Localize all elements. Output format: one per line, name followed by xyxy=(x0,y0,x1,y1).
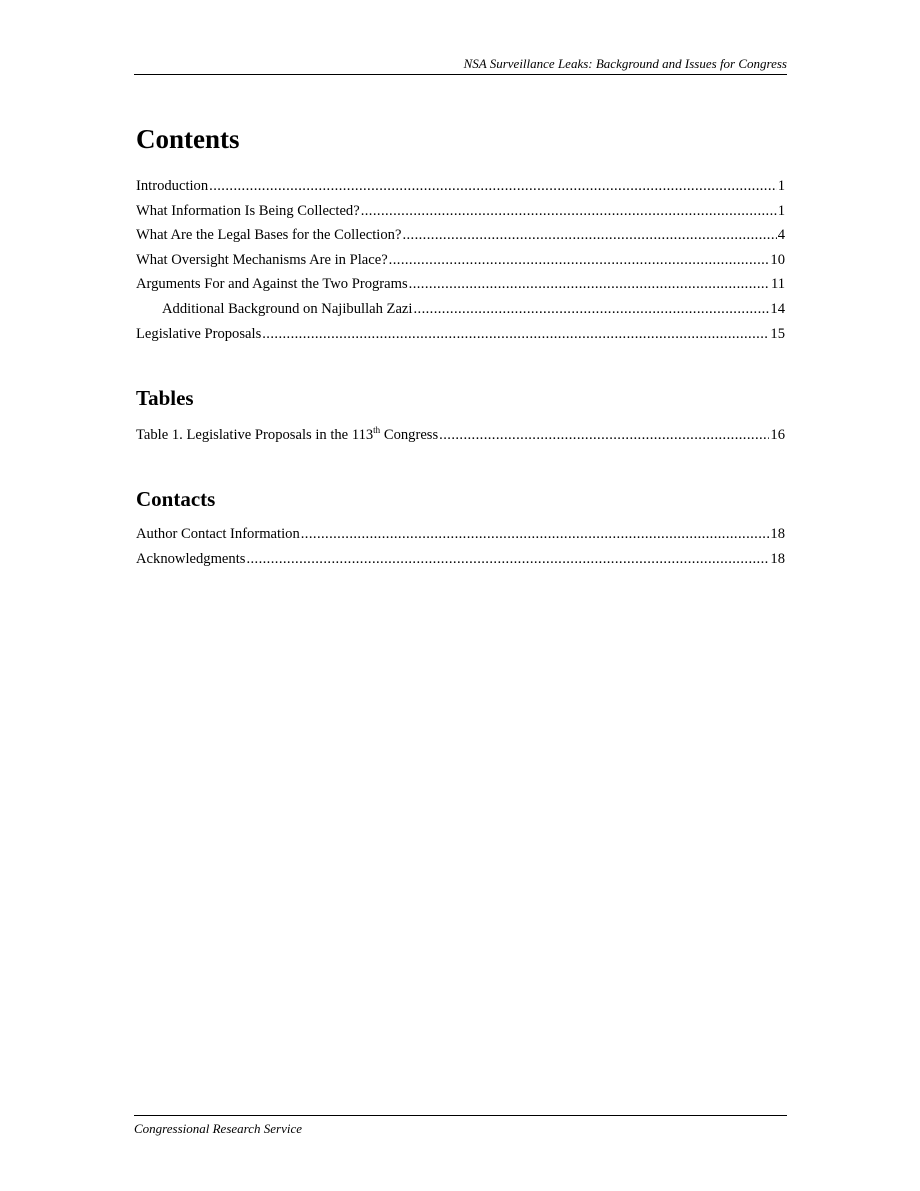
toc-leader-dots xyxy=(361,199,777,224)
toc-entry-title-suffix: Congress xyxy=(380,427,439,443)
toc-entry-title: Acknowledgments xyxy=(136,550,246,567)
toc-entry-page: 4 xyxy=(777,227,785,244)
tables-list xyxy=(136,423,785,448)
toc-entry-page: 1 xyxy=(777,178,785,194)
contents-heading: Contents xyxy=(136,124,240,154)
toc-entry-arguments[interactable] xyxy=(136,272,785,297)
toc-leader-dots xyxy=(413,297,769,322)
toc-entry-title: Additional Background on Najibullah Zazi xyxy=(162,300,413,317)
toc-leader-dots xyxy=(439,423,769,448)
toc-entry-page: 10 xyxy=(770,251,785,268)
toc-leader-dots xyxy=(389,248,770,273)
toc-entry-information-collected[interactable] xyxy=(136,199,785,224)
page-footer xyxy=(134,1115,787,1137)
toc-entry-title: Arguments For and Against the Two Programs xyxy=(136,276,408,293)
toc-entry-title-prefix: Table 1. Legislative Proposals in the 113 xyxy=(136,427,374,443)
toc-entry-title: What Oversight Mechanisms Are in Place? xyxy=(136,251,388,268)
toc-entry-title-superscript: th xyxy=(373,425,381,436)
toc-entry-page: 16 xyxy=(770,427,785,443)
running-header-title: NSA Surveillance Leaks: Background and Issues for Congress xyxy=(463,56,787,71)
toc-entry-introduction[interactable] xyxy=(136,174,785,199)
toc-entry-title: Author Contact Information xyxy=(136,526,300,542)
toc-entry-zazi-background[interactable] xyxy=(136,297,785,322)
toc-entry-page: 11 xyxy=(770,276,785,293)
toc-entry-title: What Are the Legal Bases for the Collection? xyxy=(136,227,402,244)
toc-entry-page: 15 xyxy=(770,325,785,342)
toc-entry-author-contact[interactable] xyxy=(136,522,785,547)
toc-entry-page: 18 xyxy=(770,550,785,567)
toc-entry-title xyxy=(136,423,438,448)
toc-leader-dots xyxy=(262,322,769,347)
toc-entry-table-1[interactable] xyxy=(136,423,785,448)
toc-entry-page: 14 xyxy=(770,300,785,317)
contacts-heading: Contacts xyxy=(136,487,216,511)
toc-entry-title: What Information Is Being Collected? xyxy=(136,202,360,219)
footer-text: Congressional Research Service xyxy=(134,1121,302,1136)
running-header xyxy=(134,56,787,75)
toc-entry-oversight-mechanisms[interactable] xyxy=(136,248,785,273)
toc-entry-title: Legislative Proposals xyxy=(136,325,262,342)
contacts-list xyxy=(136,522,785,571)
toc-entry-legal-bases[interactable] xyxy=(136,223,785,248)
tables-heading: Tables xyxy=(136,386,194,410)
toc-entry-acknowledgments[interactable] xyxy=(136,547,785,572)
toc-entry-page: 1 xyxy=(777,202,785,219)
toc-leader-dots xyxy=(409,272,770,297)
toc-leader-dots xyxy=(402,223,776,248)
toc-entry-legislative-proposals[interactable] xyxy=(136,322,785,347)
toc-entry-page: 18 xyxy=(770,526,785,542)
toc-leader-dots xyxy=(301,522,770,547)
contents-list xyxy=(136,174,785,346)
toc-leader-dots xyxy=(246,547,769,572)
toc-leader-dots xyxy=(209,174,777,199)
toc-entry-title: Introduction xyxy=(136,178,209,194)
